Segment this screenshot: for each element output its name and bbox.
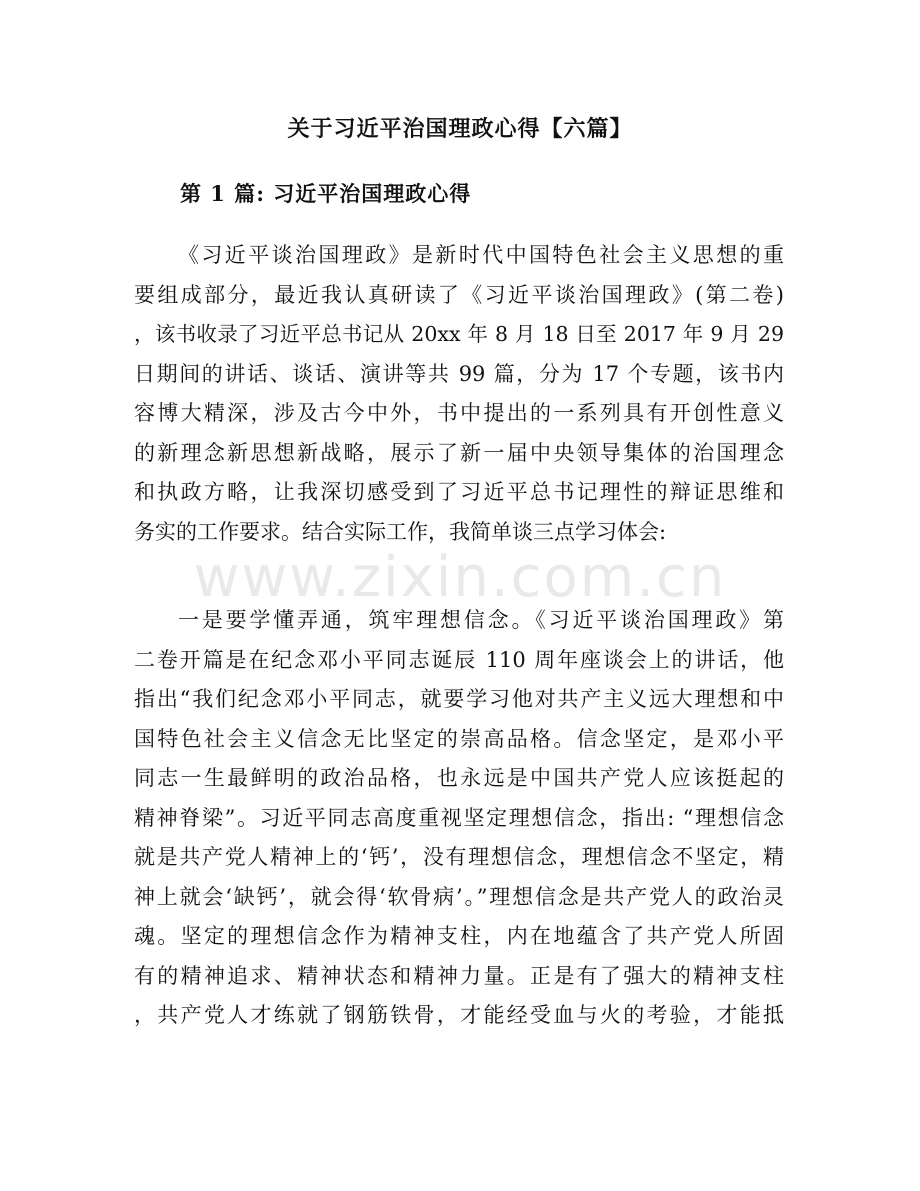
- paragraph-line: 神上就会‘缺钙’，就会得‘软骨病’。”理想信念是共产党人的政治灵: [134, 884, 784, 909]
- paragraph-line: 同志一生最鲜明的政治品格，也永远是中国共产党人应该挺起的: [134, 766, 784, 790]
- paragraph-line: 二卷开篇是在纪念邓小平同志诞辰 110 周年座谈会上的讲话，他: [134, 647, 784, 672]
- paragraph-line: 精神脊梁”。习近平同志高度重视坚定理想信念，指出: “理想信念: [134, 805, 784, 830]
- paragraph-line: ，该书收录了习近平总书记从 20xx 年 8 月 18 日至 2017 年 9 月 29: [134, 322, 784, 346]
- paragraph-line: 和执政方略，让我深切感受到了习近平总书记理性的辩证思维和: [134, 480, 784, 504]
- paragraph-line: 国特色社会主义信念无比坚定的崇高品格。信念坚定，是邓小平: [134, 726, 784, 751]
- section-heading: 第 1 篇: 习近平治国理政心得: [180, 181, 472, 206]
- watermark: www.zixin.com.cn: [193, 545, 727, 610]
- paragraph-line: 一是要学懂弄通，筑牢理想信念。《习近平谈治国理政》第: [178, 608, 784, 632]
- paragraph-line: 务实的工作要求。结合实际工作，我简单谈三点学习体会:: [134, 519, 667, 544]
- paragraph-line: 就是共产党人精神上的‘钙’，没有理想信念，理想信念不坚定，精: [134, 845, 784, 869]
- paragraph-line: 有的精神追求、精神状态和精神力量。正是有了强大的精神支柱: [134, 963, 784, 988]
- paragraph-line: 日期间的讲话、谈话、演讲等共 99 篇，分为 17 个专题，该书内: [134, 361, 784, 386]
- paragraph-line: 《习近平谈治国理政》是新时代中国特色社会主义思想的重: [178, 243, 784, 267]
- paragraph-line: ，共产党人才练就了钢筋铁骨，才能经受血与火的考验，才能抵: [134, 1003, 784, 1027]
- paragraph-line: 要组成部分，最近我认真研读了《习近平谈治国理政》(第二卷): [134, 282, 784, 307]
- paragraph-line: 的新理念新思想新战略，展示了新一届中央领导集体的治国理念: [134, 440, 784, 465]
- paragraph-line: 指出“我们纪念邓小平同志，就要学习他对共产主义远大理想和中: [134, 687, 784, 711]
- paragraph-line: 容博大精深，涉及古今中外，书中提出的一系列具有开创性意义: [134, 401, 784, 425]
- paragraph-1: [134, 236, 784, 552]
- paragraph-2: [134, 601, 784, 1036]
- paragraph-line: 魂。坚定的理想信念作为精神支柱，内在地蕴含了共产党人所固: [134, 924, 784, 948]
- document-title: 关于习近平治国理政心得【六篇】: [287, 117, 633, 142]
